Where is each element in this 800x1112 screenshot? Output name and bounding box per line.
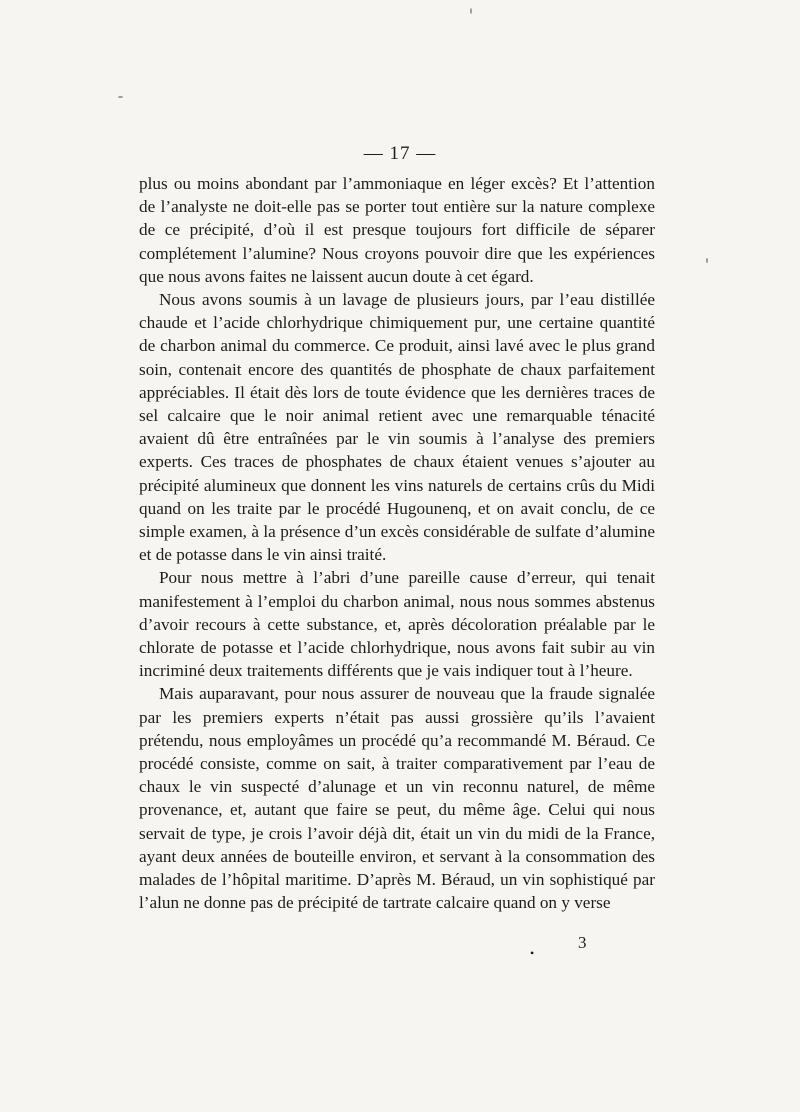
paragraph-2: Nous avons soumis à un lavage de plusieurs jours, par l’eau distillée chaude et l’acide chlorhydrique chimiquement pur, une certaine quantité de charbon animal du commerce. Ce produit, ainsi lavé avec le plus grand soin, contenait encore des quantités de phosphate de chaux parfaitement appréciables. Il était dès lors de toute évidence que les dernières traces de sel calcaire que le noir animal retient avec une remarquable ténacité avaient dû être entraînées par le vin soumis à l’analyse des premiers experts. Ces traces de phosphates de chaux étaient venues s’ajouter au précipité alumineux que donnent les vins naturels de certains crûs du Midi quand on les traite par le procédé Hugounenq, et on avait conclu, de ce simple examen, à la présence d’un excès considérable de sulfate d’alumine et de potasse dans le vin ainsi traité. (139, 290, 655, 565)
paper-speck (706, 258, 708, 263)
body-text (139, 172, 655, 915)
footer-bullet: • (530, 946, 535, 960)
paper-speck (470, 8, 472, 14)
paragraph-3: Pour nous mettre à l’abri d’une pareille cause d’erreur, qui tenait manifestement à l’emploi du charbon animal, nous nous sommes abstenus d’avoir recours à cette substance, et, après décoloration préalable par le chlorate de potasse et l’acide chlorhydrique, nous avons fait subir au vin incriminé deux traitements différents que je vais indiquer tout à l’heure. (139, 568, 655, 681)
paragraph-4: Mais auparavant, pour nous assurer de nouveau que la fraude signalée par les premiers experts n’était pas aussi grossière qu’ils l’avaient prétendu, nous employâmes un procédé qu’a recommandé M. Béraud. Ce procédé consiste, comme on sait, à traiter comparativement par l’eau de chaux le vin suspecté d’alunage et un vin reconnu naturel, de même provenance, et, autant que faire se peut, du même âge. Celui qui nous servait de type, je crois l’avoir déjà dit, était un vin du midi de la France, ayant deux années de bouteille environ, et servant à la consommation des malades de l’hôpital maritime. D’après M. Béraud, un vin sophistiqué par l’alun ne donne pas de précipité de tartrate calcaire quand on y verse (139, 684, 655, 913)
page-number: — 17 — (363, 143, 437, 164)
paper-speck (118, 96, 123, 98)
paragraph-1: plus ou moins abondant par l’ammoniaque en léger excès? Et l’attention de l’analyste ne doit-elle pas se porter tout entière sur la nature complexe de ce précipité, d’où il est presque toujours fort difficile de séparer complétement l’alumine? Nous croyons pouvoir dire que les expériences que nous avons faites ne laissent aucun doute à cet égard. (139, 174, 655, 286)
signature-mark: 3 (578, 933, 587, 952)
page-header (0, 143, 800, 165)
